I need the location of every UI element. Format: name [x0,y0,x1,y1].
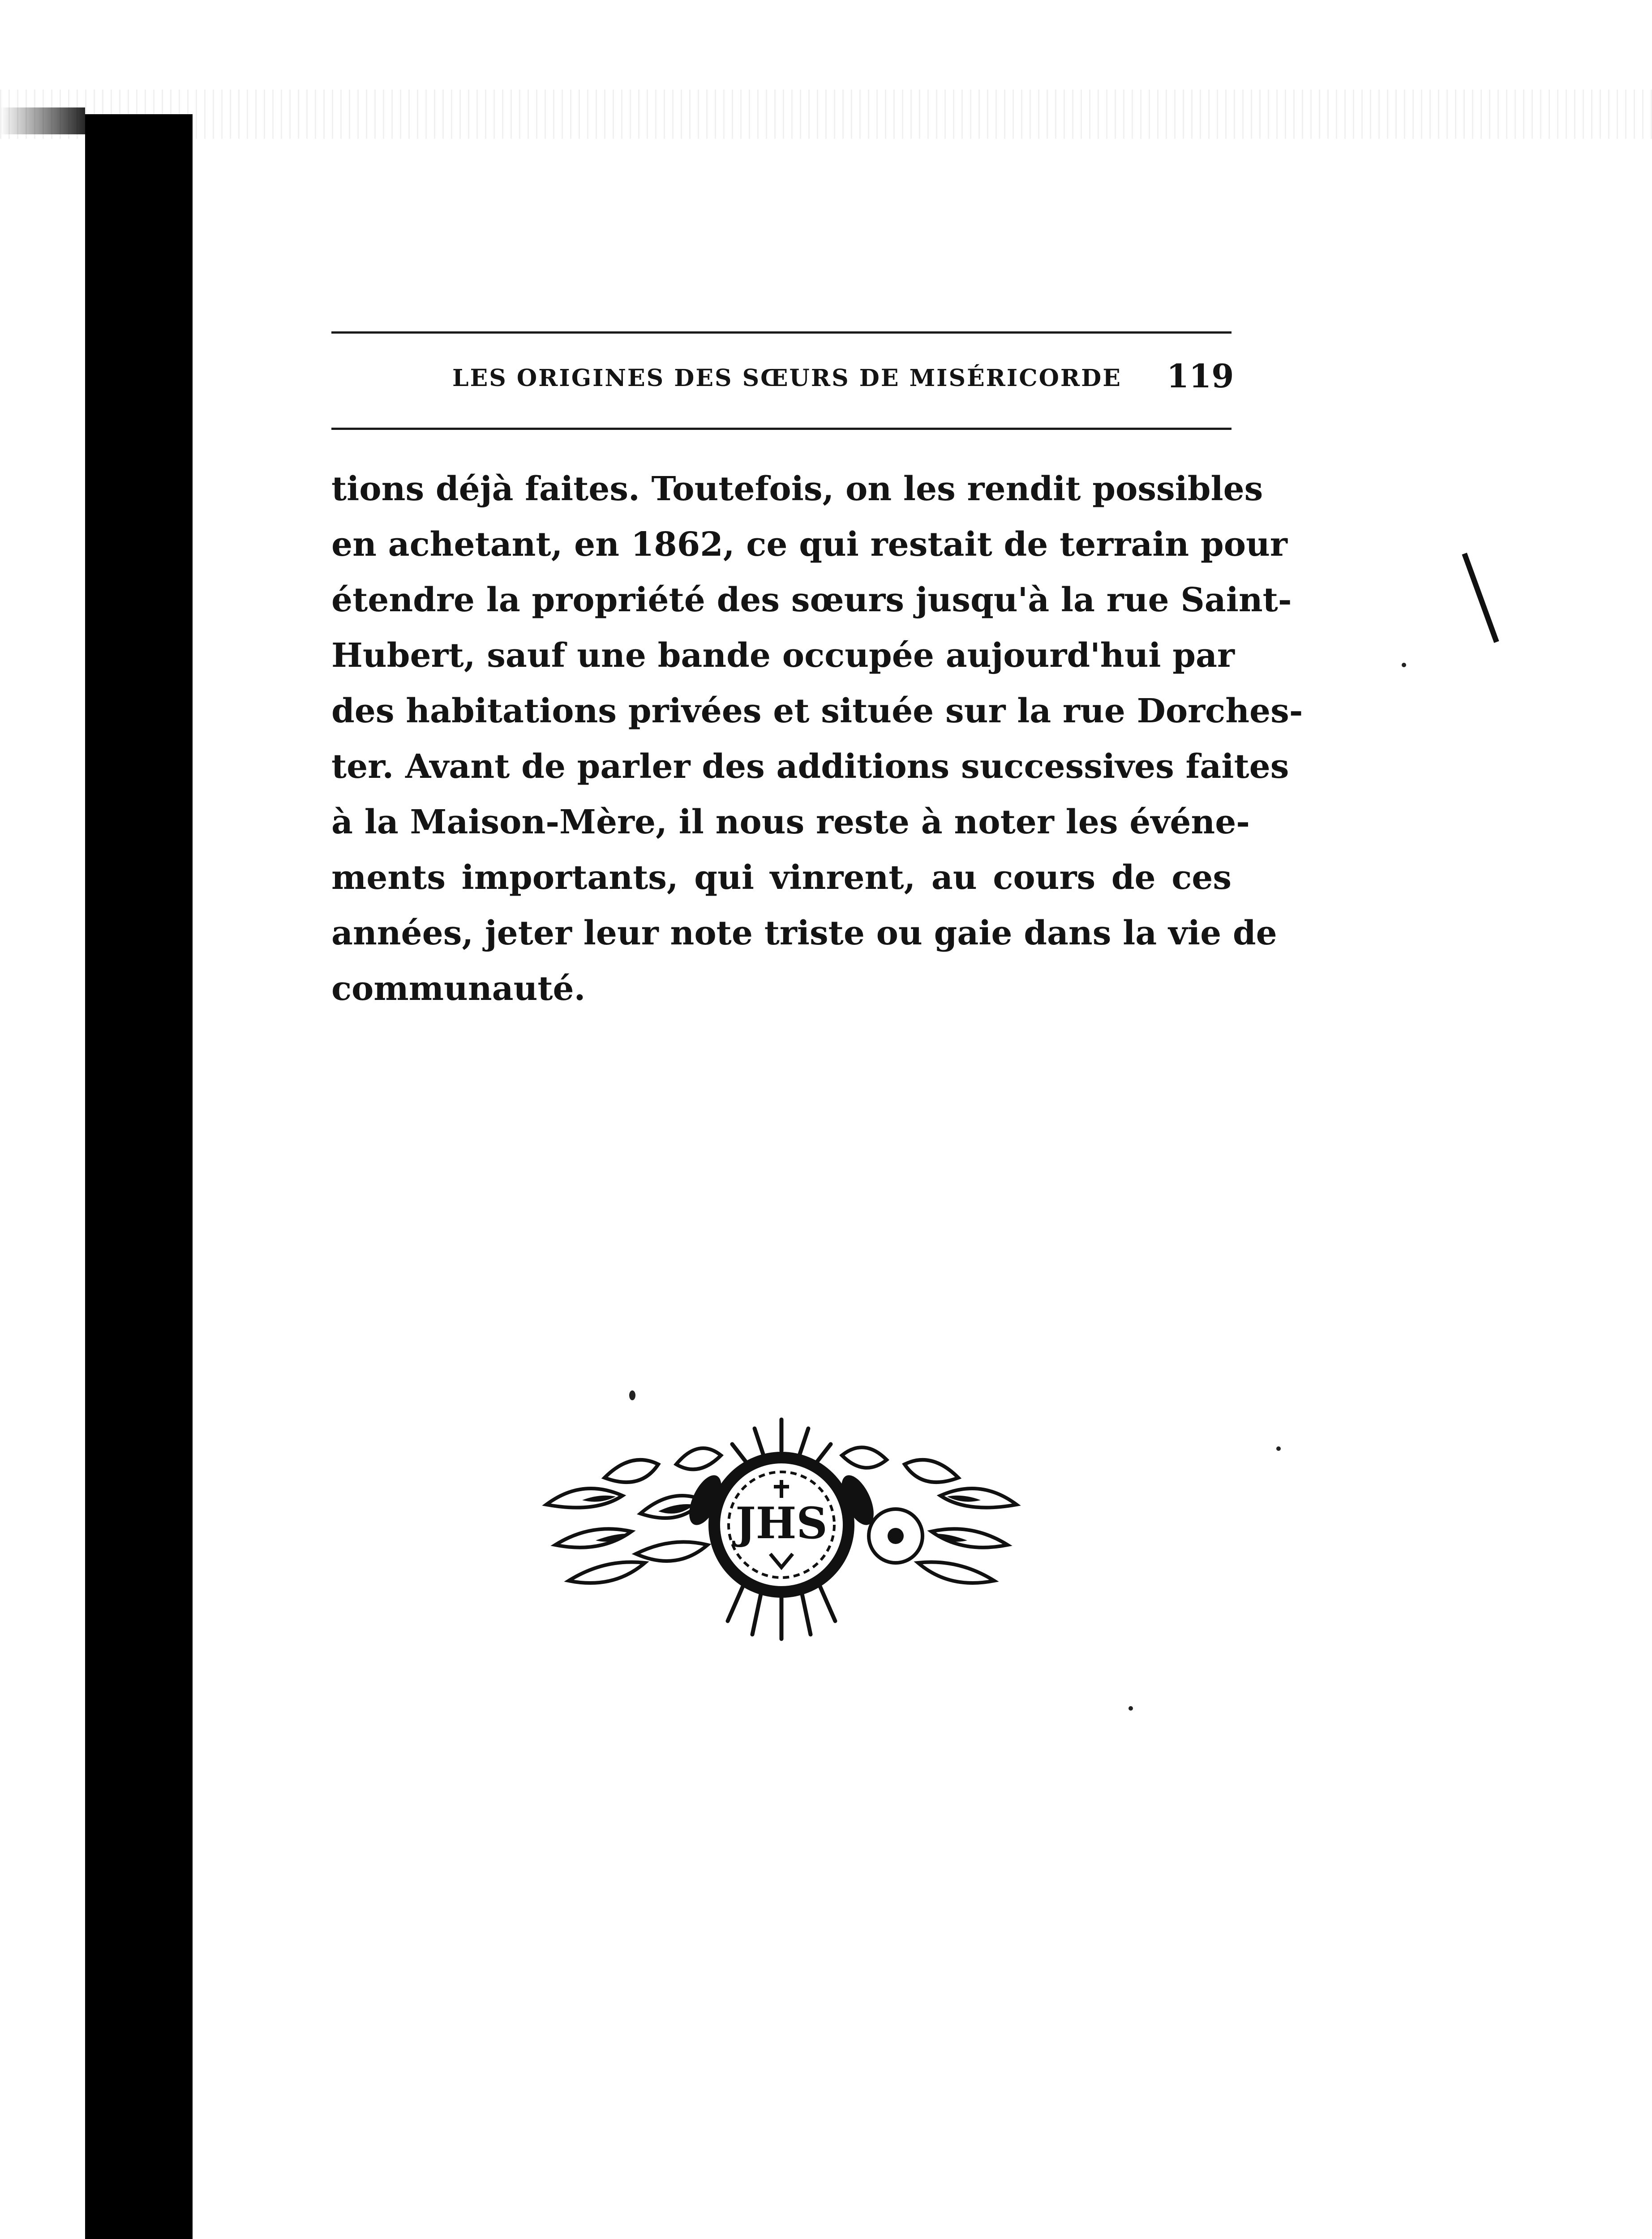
margin-pen-stroke [1462,553,1499,643]
ink-speck [1129,1706,1133,1711]
text-line: en achetant, en 1862, ce qui restait de terrain pour [331,525,1287,564]
binding-strip [85,114,193,2239]
scan-top-edge [0,90,1652,139]
binding-shadow [0,107,85,134]
header-rule-top [331,331,1231,334]
jhs-monogram: JHS [735,1498,828,1548]
header-rule-bottom [331,428,1231,430]
text-line: à la Maison-Mère, il nous reste à noter les événe- [331,803,1250,841]
body-paragraph [331,461,1303,1017]
text-line: étendre la propriété des sœurs jusqu'à la rue Saint- [331,581,1292,619]
jhs-crown-of-thorns-floral-icon [528,1411,1034,1661]
page-number: 119 [1167,357,1234,395]
ink-speck [1402,663,1406,667]
running-head-title: LES ORIGINES DES SŒURS DE MISÉRICORDE [452,365,1122,392]
ink-speck [1276,1446,1281,1451]
text-line: années, jeter leur note triste ou gaie dans la vie de [331,914,1277,952]
text-line: Hubert, sauf une bande occupée aujourd'hui par [331,636,1235,675]
ink-speck [629,1390,635,1400]
text-line: communauté. [331,969,586,1008]
text-line: ments importants, qui vinrent, au cours de ces [331,858,1231,897]
text-line: tions déjà faites. Toutefois, on les rendit possibles [331,470,1263,508]
text-line: ter. Avant de parler des additions successives faites [331,747,1289,786]
text-line: des habitations privées et située sur la rue Dorches- [331,692,1303,730]
